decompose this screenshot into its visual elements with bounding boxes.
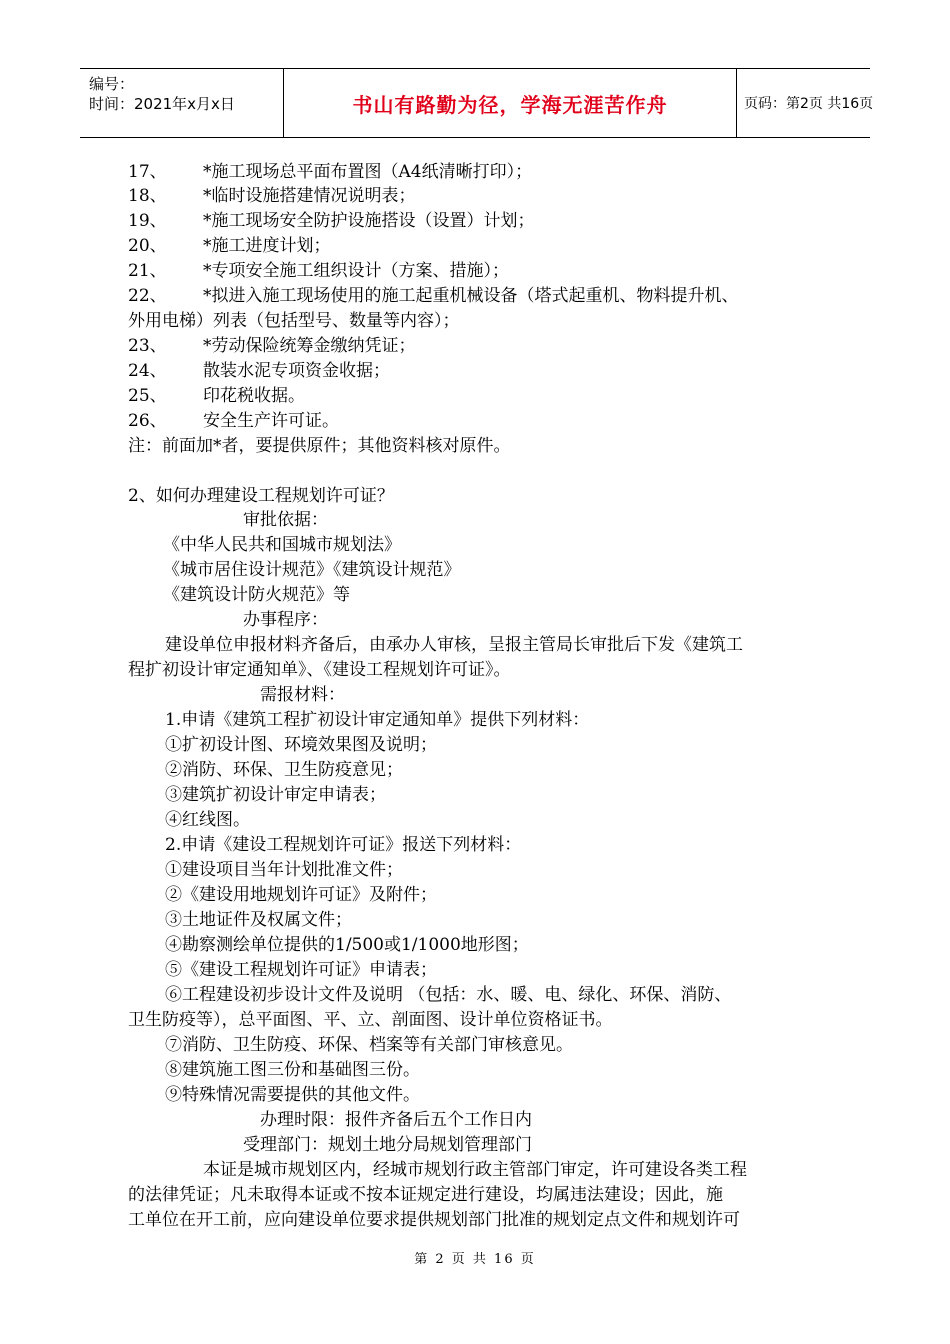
material-item: 2.申请《建设工程规划许可证》报送下列材料：: [165, 835, 522, 855]
material-item: ③建筑扩初设计审定申请表；: [165, 785, 386, 805]
page-header: [80, 68, 874, 138]
material-item: ⑨特殊情况需要提供的其他文件。: [165, 1085, 420, 1105]
material-item: ②消防、环保、卫生防疫意见；: [165, 760, 403, 780]
document-number-label: 编号：: [89, 75, 135, 93]
header-meta: [80, 69, 283, 137]
document-time-label: 时间：2021年x月x日: [89, 95, 235, 113]
material-item: ⑤《建设工程规划许可证》申请表；: [165, 960, 437, 980]
material-item: ⑦消防、卫生防疫、环保、档案等有关部门审核意见。: [165, 1035, 573, 1055]
list-item-continuation: 外用电梯）列表（包括型号、数量等内容）；: [128, 311, 460, 331]
material-item: 1.申请《建筑工程扩初设计审定通知单》提供下列材料：: [165, 710, 590, 730]
header-motto-cell: [283, 69, 737, 137]
materials-label: 需报材料：: [260, 685, 345, 705]
procedure-label: 办事程序：: [243, 610, 328, 630]
material-item: ③土地证件及权属文件；: [165, 910, 352, 930]
note-text: 注：前面加*者，要提供原件；其他资料核对原件。: [128, 436, 511, 456]
material-item: ⑥工程建设初步设计文件及说明 （包括：水、暖、电、绿化、环保、消防、: [165, 985, 732, 1005]
closing-text: 本证是城市规划区内，经城市规划行政主管部门审定，许可建设各类工程: [203, 1160, 747, 1180]
basis-label: 审批依据：: [243, 510, 328, 530]
closing-text: 工单位在开工前，应向建设单位要求提供规划部门批准的规划定点文件和规划许可: [128, 1210, 740, 1230]
procedure-text: 程扩初设计审定通知单》、《建设工程规划许可证》。: [128, 660, 511, 680]
material-item: ①扩初设计图、环境效果图及说明；: [165, 735, 437, 755]
section-title: 2、如何办理建设工程规划许可证？: [128, 486, 394, 506]
law-item: 《建筑设计防火规范》等: [163, 585, 350, 605]
header-motto: 书山有路勤为径，学海无涯苦作舟: [352, 92, 668, 117]
law-item: 《中华人民共和国城市规划法》: [163, 535, 401, 555]
closing-text: 的法律凭证；凡未取得本证或不按本证规定进行建设，均属违法建设；因此，施: [128, 1185, 723, 1205]
law-item: 《城市居住设计规范》《建筑设计规范》: [163, 560, 461, 580]
material-item: 卫生防疫等），总平面图、平、立、剖面图、设计单位资格证书。: [128, 1010, 613, 1030]
material-item: ①建设项目当年计划批准文件；: [165, 860, 403, 880]
material-item: ④勘察测绘单位提供的1/500或1/1000地形图；: [165, 935, 529, 955]
material-item: ⑧建筑施工图三份和基础图三份。: [165, 1060, 420, 1080]
procedure-text: 建设单位申报材料齐备后，由承办人审核，呈报主管局长审批后下发《建筑工: [165, 635, 743, 655]
material-item: ④红线图。: [165, 810, 250, 830]
material-item: ②《建设用地规划许可证》及附件；: [165, 885, 437, 905]
header-page-cell: [736, 69, 874, 137]
time-limit-text: 办理时限：报件齐备后五个工作日内: [260, 1110, 532, 1130]
header-page-info: 页码：第2页 共16页: [744, 96, 874, 112]
department-text: 受理部门：规划土地分局规划管理部门: [243, 1135, 532, 1155]
page-footer: 第 2 页 共 16 页: [414, 1252, 536, 1267]
